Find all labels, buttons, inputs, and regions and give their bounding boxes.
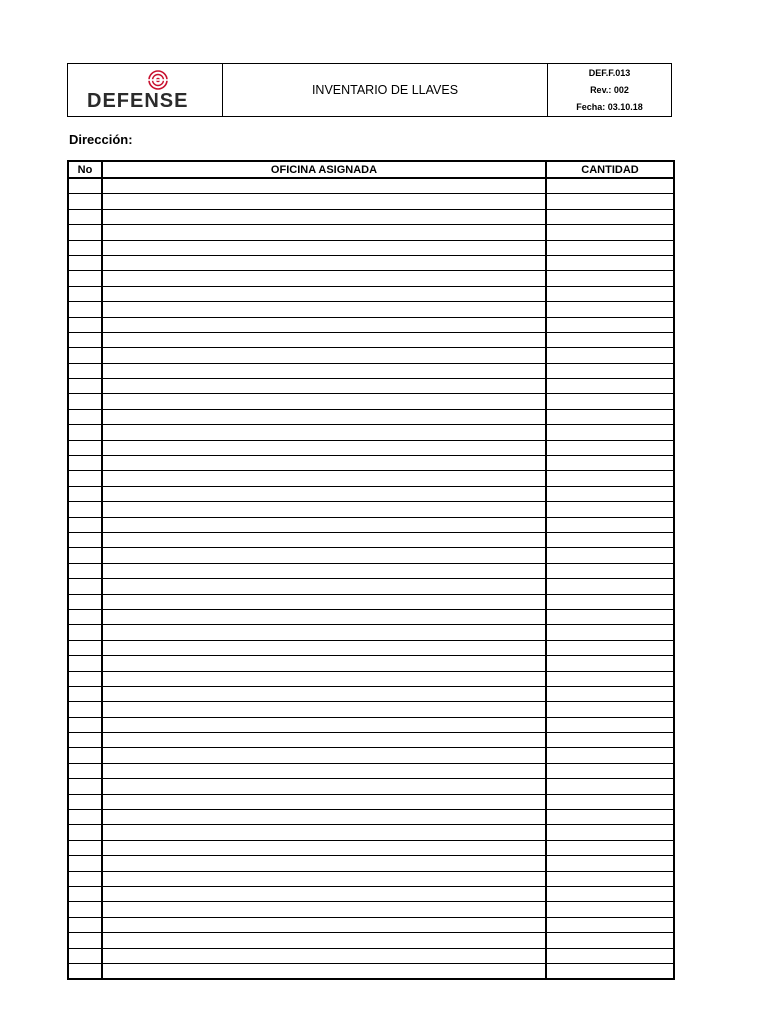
- cell-cantidad[interactable]: [546, 963, 674, 979]
- table-row: [68, 963, 674, 979]
- cell-oficina[interactable]: [102, 425, 546, 440]
- cell-oficina[interactable]: [102, 702, 546, 717]
- cell-no[interactable]: [68, 609, 102, 624]
- document-code: DEF.F.013: [588, 67, 631, 78]
- cell-oficina[interactable]: [102, 332, 546, 347]
- table-row: [68, 379, 674, 394]
- cell-cantidad[interactable]: [546, 394, 674, 409]
- document-revision: Rev.: 002: [590, 84, 629, 95]
- table-row: [68, 394, 674, 409]
- cell-no[interactable]: [68, 717, 102, 732]
- cell-oficina[interactable]: [102, 948, 546, 963]
- table-row: [68, 810, 674, 825]
- cell-cantidad[interactable]: [546, 671, 674, 686]
- cell-oficina[interactable]: [102, 717, 546, 732]
- cell-no[interactable]: [68, 255, 102, 270]
- cell-no[interactable]: [68, 548, 102, 563]
- cell-no[interactable]: [68, 640, 102, 655]
- cell-oficina[interactable]: [102, 302, 546, 317]
- cell-no[interactable]: [68, 363, 102, 378]
- cell-no[interactable]: [68, 948, 102, 963]
- table-row: [68, 625, 674, 640]
- cell-oficina[interactable]: [102, 379, 546, 394]
- table-row: [68, 548, 674, 563]
- cell-no[interactable]: [68, 963, 102, 979]
- cell-oficina[interactable]: [102, 363, 546, 378]
- cell-no[interactable]: [68, 178, 102, 194]
- cell-no[interactable]: [68, 856, 102, 871]
- cell-no[interactable]: [68, 917, 102, 932]
- table-header-row: [68, 161, 674, 178]
- cell-cantidad[interactable]: [546, 579, 674, 594]
- cell-oficina[interactable]: [102, 779, 546, 794]
- cell-no[interactable]: [68, 886, 102, 901]
- cell-cantidad[interactable]: [546, 471, 674, 486]
- cell-oficina[interactable]: [102, 902, 546, 917]
- cell-oficina[interactable]: [102, 548, 546, 563]
- cell-oficina[interactable]: [102, 517, 546, 532]
- document-meta: [548, 64, 671, 116]
- cell-cantidad[interactable]: [546, 502, 674, 517]
- cell-oficina[interactable]: [102, 409, 546, 424]
- cell-cantidad[interactable]: [546, 409, 674, 424]
- table-row: [68, 255, 674, 270]
- cell-oficina[interactable]: [102, 640, 546, 655]
- cell-no[interactable]: [68, 625, 102, 640]
- cell-oficina[interactable]: [102, 656, 546, 671]
- cell-cantidad[interactable]: [546, 255, 674, 270]
- table-row: [68, 933, 674, 948]
- table-row: [68, 825, 674, 840]
- cell-cantidad[interactable]: [546, 517, 674, 532]
- cell-no[interactable]: [68, 563, 102, 578]
- table-row: [68, 348, 674, 363]
- cell-oficina[interactable]: [102, 440, 546, 455]
- cell-no[interactable]: [68, 532, 102, 547]
- cell-cantidad[interactable]: [546, 317, 674, 332]
- cell-cantidad[interactable]: [546, 686, 674, 701]
- cell-cantidad[interactable]: [546, 902, 674, 917]
- cell-oficina[interactable]: [102, 394, 546, 409]
- cell-cantidad[interactable]: [546, 917, 674, 932]
- cell-no[interactable]: [68, 933, 102, 948]
- cell-cantidad[interactable]: [546, 302, 674, 317]
- table-row: [68, 717, 674, 732]
- cell-oficina[interactable]: [102, 671, 546, 686]
- cell-oficina[interactable]: [102, 609, 546, 624]
- cell-oficina[interactable]: [102, 225, 546, 240]
- cell-oficina[interactable]: [102, 825, 546, 840]
- table-row: [68, 609, 674, 624]
- cell-cantidad[interactable]: [546, 379, 674, 394]
- cell-no[interactable]: [68, 748, 102, 763]
- cell-cantidad[interactable]: [546, 286, 674, 301]
- table-row: [68, 579, 674, 594]
- cell-cantidad[interactable]: [546, 825, 674, 840]
- cell-cantidad[interactable]: [546, 456, 674, 471]
- table-row: [68, 209, 674, 224]
- table-row: [68, 456, 674, 471]
- table-row: [68, 302, 674, 317]
- cell-oficina[interactable]: [102, 317, 546, 332]
- cell-cantidad[interactable]: [546, 440, 674, 455]
- cell-cantidad[interactable]: [546, 763, 674, 778]
- cell-oficina[interactable]: [102, 733, 546, 748]
- logo-text: DEFENSE: [87, 90, 189, 112]
- table-row: [68, 471, 674, 486]
- cell-cantidad[interactable]: [546, 532, 674, 547]
- cell-oficina[interactable]: [102, 579, 546, 594]
- cell-cantidad[interactable]: [546, 640, 674, 655]
- cell-cantidad[interactable]: [546, 486, 674, 501]
- cell-cantidad[interactable]: [546, 625, 674, 640]
- table-row: [68, 948, 674, 963]
- cell-no[interactable]: [68, 579, 102, 594]
- table-row: [68, 409, 674, 424]
- table-row: [68, 763, 674, 778]
- table-row: [68, 779, 674, 794]
- table-row: [68, 702, 674, 717]
- cell-no[interactable]: [68, 902, 102, 917]
- table-row: [68, 656, 674, 671]
- cell-no[interactable]: [68, 733, 102, 748]
- cell-oficina[interactable]: [102, 471, 546, 486]
- document-title: INVENTARIO DE LLAVES: [223, 64, 548, 116]
- cell-no[interactable]: [68, 302, 102, 317]
- cell-no[interactable]: [68, 225, 102, 240]
- table-row: [68, 686, 674, 701]
- table-row: [68, 363, 674, 378]
- cell-no[interactable]: [68, 348, 102, 363]
- table-row: [68, 240, 674, 255]
- cell-no[interactable]: [68, 671, 102, 686]
- cell-no[interactable]: [68, 702, 102, 717]
- cell-cantidad[interactable]: [546, 702, 674, 717]
- cell-oficina[interactable]: [102, 563, 546, 578]
- cell-no[interactable]: [68, 471, 102, 486]
- cell-cantidad[interactable]: [546, 810, 674, 825]
- cell-cantidad[interactable]: [546, 717, 674, 732]
- cell-no[interactable]: [68, 594, 102, 609]
- cell-no[interactable]: [68, 271, 102, 286]
- cell-no[interactable]: [68, 440, 102, 455]
- table-row: [68, 902, 674, 917]
- cell-cantidad[interactable]: [546, 225, 674, 240]
- cell-no[interactable]: [68, 656, 102, 671]
- cell-no[interactable]: [68, 871, 102, 886]
- cell-oficina[interactable]: [102, 255, 546, 270]
- cell-no[interactable]: [68, 686, 102, 701]
- table-row: [68, 840, 674, 855]
- cell-oficina[interactable]: [102, 209, 546, 224]
- cell-cantidad[interactable]: [546, 856, 674, 871]
- cell-cantidad[interactable]: [546, 240, 674, 255]
- cell-oficina[interactable]: [102, 933, 546, 948]
- cell-oficina[interactable]: [102, 348, 546, 363]
- cell-cantidad[interactable]: [546, 779, 674, 794]
- column-header-no: No: [68, 161, 102, 178]
- cell-oficina[interactable]: [102, 286, 546, 301]
- table-row: [68, 440, 674, 455]
- table-row: [68, 856, 674, 871]
- cell-no[interactable]: [68, 825, 102, 840]
- column-header-oficina: OFICINA ASIGNADA: [102, 161, 546, 178]
- cell-cantidad[interactable]: [546, 794, 674, 809]
- table-row: [68, 178, 674, 194]
- logo-cell: [68, 64, 223, 116]
- table-row: [68, 640, 674, 655]
- table-row: [68, 594, 674, 609]
- cell-oficina[interactable]: [102, 486, 546, 501]
- column-header-cantidad: CANTIDAD: [546, 161, 674, 178]
- cell-no[interactable]: [68, 517, 102, 532]
- table-row: [68, 332, 674, 347]
- cell-oficina[interactable]: [102, 456, 546, 471]
- table-row: [68, 886, 674, 901]
- cell-oficina[interactable]: [102, 502, 546, 517]
- cell-cantidad[interactable]: [546, 609, 674, 624]
- table-row: [68, 733, 674, 748]
- table-row: [68, 286, 674, 301]
- cell-oficina[interactable]: [102, 917, 546, 932]
- table-row: [68, 225, 674, 240]
- cell-oficina[interactable]: [102, 594, 546, 609]
- cell-cantidad[interactable]: [546, 563, 674, 578]
- cell-oficina[interactable]: [102, 810, 546, 825]
- table-row: [68, 917, 674, 932]
- cell-oficina[interactable]: [102, 625, 546, 640]
- cell-cantidad[interactable]: [546, 178, 674, 194]
- cell-no[interactable]: [68, 317, 102, 332]
- cell-oficina[interactable]: [102, 686, 546, 701]
- cell-no[interactable]: [68, 394, 102, 409]
- cell-no[interactable]: [68, 332, 102, 347]
- cell-no[interactable]: [68, 486, 102, 501]
- table-body: [68, 178, 674, 979]
- cell-no[interactable]: [68, 794, 102, 809]
- cell-cantidad[interactable]: [546, 733, 674, 748]
- document-header: [67, 63, 672, 117]
- table-row: [68, 486, 674, 501]
- logo-emblem-icon: [147, 70, 169, 90]
- cell-no[interactable]: [68, 240, 102, 255]
- cell-no[interactable]: [68, 779, 102, 794]
- document-date: Fecha: 03.10.18: [576, 102, 643, 113]
- cell-no[interactable]: [68, 379, 102, 394]
- cell-cantidad[interactable]: [546, 840, 674, 855]
- table-row: [68, 271, 674, 286]
- inventory-table: [67, 160, 675, 980]
- cell-oficina[interactable]: [102, 194, 546, 209]
- table-row: [68, 671, 674, 686]
- cell-no[interactable]: [68, 425, 102, 440]
- table-row: [68, 194, 674, 209]
- cell-cantidad[interactable]: [546, 194, 674, 209]
- cell-cantidad[interactable]: [546, 933, 674, 948]
- cell-no[interactable]: [68, 763, 102, 778]
- cell-cantidad[interactable]: [546, 271, 674, 286]
- cell-oficina[interactable]: [102, 178, 546, 194]
- table-row: [68, 425, 674, 440]
- cell-oficina[interactable]: [102, 748, 546, 763]
- cell-oficina[interactable]: [102, 856, 546, 871]
- cell-no[interactable]: [68, 194, 102, 209]
- cell-oficina[interactable]: [102, 271, 546, 286]
- cell-cantidad[interactable]: [546, 656, 674, 671]
- cell-oficina[interactable]: [102, 886, 546, 901]
- cell-oficina[interactable]: [102, 963, 546, 979]
- cell-oficina[interactable]: [102, 532, 546, 547]
- cell-oficina[interactable]: [102, 871, 546, 886]
- table-row: [68, 517, 674, 532]
- table-row: [68, 563, 674, 578]
- cell-no[interactable]: [68, 209, 102, 224]
- cell-no[interactable]: [68, 502, 102, 517]
- cell-no[interactable]: [68, 286, 102, 301]
- table-row: [68, 532, 674, 547]
- cell-no[interactable]: [68, 409, 102, 424]
- cell-cantidad[interactable]: [546, 886, 674, 901]
- table-row: [68, 871, 674, 886]
- cell-cantidad[interactable]: [546, 948, 674, 963]
- cell-oficina[interactable]: [102, 794, 546, 809]
- table-row: [68, 748, 674, 763]
- table-row: [68, 794, 674, 809]
- cell-cantidad[interactable]: [546, 871, 674, 886]
- direction-label: Dirección:: [69, 132, 133, 147]
- cell-no[interactable]: [68, 810, 102, 825]
- cell-cantidad[interactable]: [546, 548, 674, 563]
- cell-cantidad[interactable]: [546, 363, 674, 378]
- cell-cantidad[interactable]: [546, 332, 674, 347]
- cell-no[interactable]: [68, 840, 102, 855]
- cell-no[interactable]: [68, 456, 102, 471]
- cell-oficina[interactable]: [102, 240, 546, 255]
- cell-cantidad[interactable]: [546, 594, 674, 609]
- cell-cantidad[interactable]: [546, 748, 674, 763]
- table-row: [68, 317, 674, 332]
- cell-oficina[interactable]: [102, 840, 546, 855]
- cell-cantidad[interactable]: [546, 425, 674, 440]
- cell-cantidad[interactable]: [546, 209, 674, 224]
- cell-oficina[interactable]: [102, 763, 546, 778]
- table-row: [68, 502, 674, 517]
- cell-cantidad[interactable]: [546, 348, 674, 363]
